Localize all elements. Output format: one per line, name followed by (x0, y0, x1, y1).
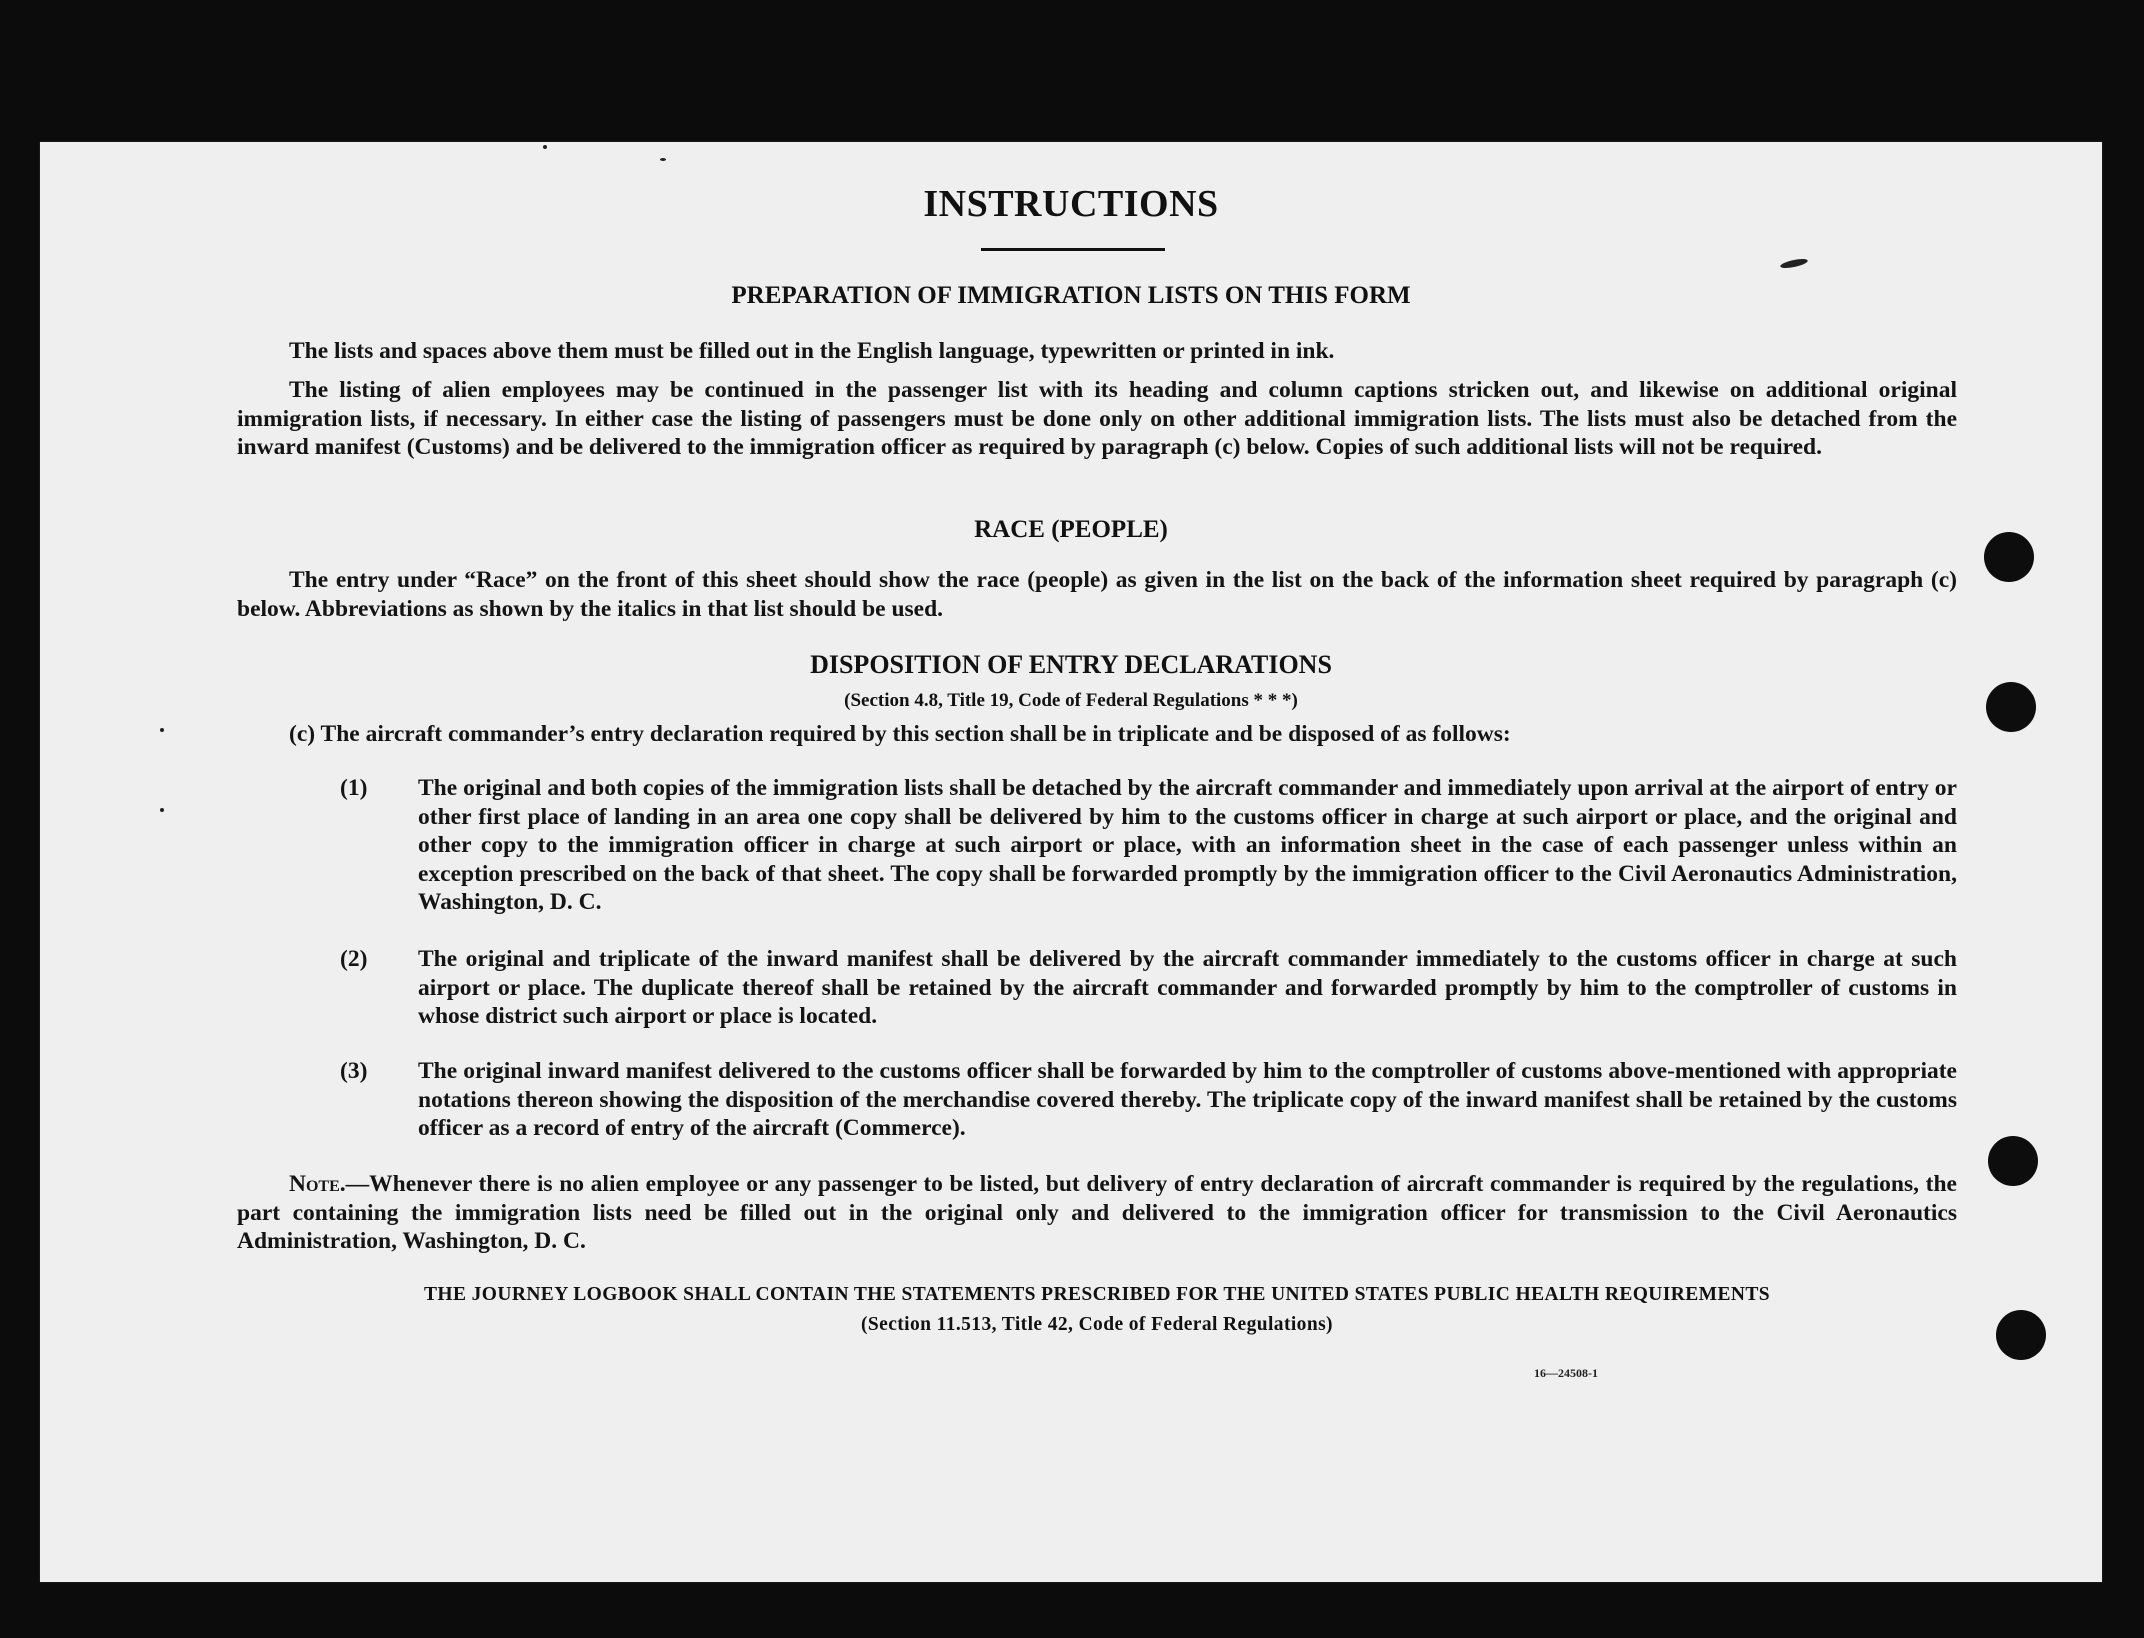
ink-smudge (1780, 257, 1809, 270)
paragraph-c: (c) The aircraft commander’s entry declaration required by this section shall be in triplicate and be disposed of as follows: (289, 721, 1511, 747)
list-item (340, 1057, 1957, 1143)
ink-speck (543, 145, 547, 149)
section-heading-race: RACE (PEOPLE) (974, 516, 1168, 543)
punch-hole (1996, 1310, 2046, 1360)
footer-citation: (Section 11.513, Title 42, Code of Federal Regulations) (861, 1314, 1333, 1335)
punch-hole (1988, 1136, 2038, 1186)
note-text: —Whenever there is no alien employee or any passenger to be listed, but delivery of entry declaration of aircraft commander is required by the regulations, the part containing the immigration lists need be filled out in the original only and delivered to the immigration officer for transmission to the Civil Aeronautics Administration, Washington, D. C. (237, 1171, 1957, 1254)
list-item (340, 774, 1957, 917)
list-item-text: The original inward manifest delivered to the customs officer shall be forwarded by him to the comptroller of customs above-mentioned with appropriate notations thereon showing the disposition of the merchandise covered thereby. The triplicate copy of the inward manifest shall be retained by the customs officer as a record of entry of the aircraft (Commerce). (418, 1058, 1957, 1141)
form-number: 16—24508-1 (1534, 1366, 1598, 1380)
section-heading-preparation: PREPARATION OF IMMIGRATION LISTS ON THIS FORM (731, 282, 1411, 309)
footer-line: THE JOURNEY LOGBOOK SHALL CONTAIN THE STATEMENTS PRESCRIBED FOR THE UNITED STATES PUBLIC HEALTH REQUIREMENTS (423, 1284, 1771, 1305)
list-item-text: The original and triplicate of the inward manifest shall be delivered by the aircraft commander immediately to the customs officer in charge at such airport or place. The duplicate thereof shall be retained by the aircraft commander and forwarded promptly by him to the comptroller of customs in whose district such airport or place is located. (418, 946, 1957, 1029)
punch-hole (1984, 532, 2034, 582)
ink-speck (160, 808, 164, 812)
list-item-number: (3) (340, 1058, 368, 1084)
paragraph-alien-employees: The listing of alien employees may be continued in the passenger list with its heading and column captions stricken out, and likewise on additional original immigration lists, if necessary. In either case the listing of passengers must be done only on other additional immigration lists. The lists must also be detached from the inward manifest (Customs) and be delivered to the immigration officer as required by paragraph (c) below. Copies of such additional lists will not be required. (237, 377, 1957, 460)
note-paragraph (237, 1170, 1957, 1256)
ink-speck (660, 158, 666, 161)
ink-speck (160, 728, 164, 732)
title-rule (981, 248, 1165, 251)
paragraph-race: The entry under “Race” on the front of this sheet should show the race (people) as given in the list on the back of the information sheet required by paragraph (c) below. Abbreviations as shown by the italics in that list should be used. (237, 567, 1957, 622)
section-heading-disposition: DISPOSITION OF ENTRY DECLARATIONS (810, 650, 1332, 679)
list-item (340, 945, 1957, 1031)
section-citation: (Section 4.8, Title 19, Code of Federal Regulations * * *) (844, 690, 1298, 711)
note-label: Note. (289, 1171, 346, 1197)
document-page (40, 142, 2102, 1582)
list-item-number: (1) (340, 775, 368, 801)
footer-statement (237, 1280, 1957, 1340)
list-item-number: (2) (340, 946, 368, 972)
page-title: INSTRUCTIONS (923, 183, 1219, 225)
list-item-text: The original and both copies of the immigration lists shall be detached by the aircraft commander and immediately upon arrival at the airport of entry or other first place of landing in an area one copy shall be delivered by him to the customs officer in charge at such airport or place, and the original and other copy to the immigration officer in charge at such airport or place, with an information sheet in the case of each passenger unless within an exception prescribed on the back of that sheet. The copy shall be forwarded promptly by the immigration officer to the Civil Aeronautics Administration, Washington, D. C. (418, 775, 1957, 915)
punch-hole (1986, 682, 2036, 732)
paragraph-language: The lists and spaces above them must be filled out in the English language, typewritten or printed in ink. (289, 338, 1335, 364)
